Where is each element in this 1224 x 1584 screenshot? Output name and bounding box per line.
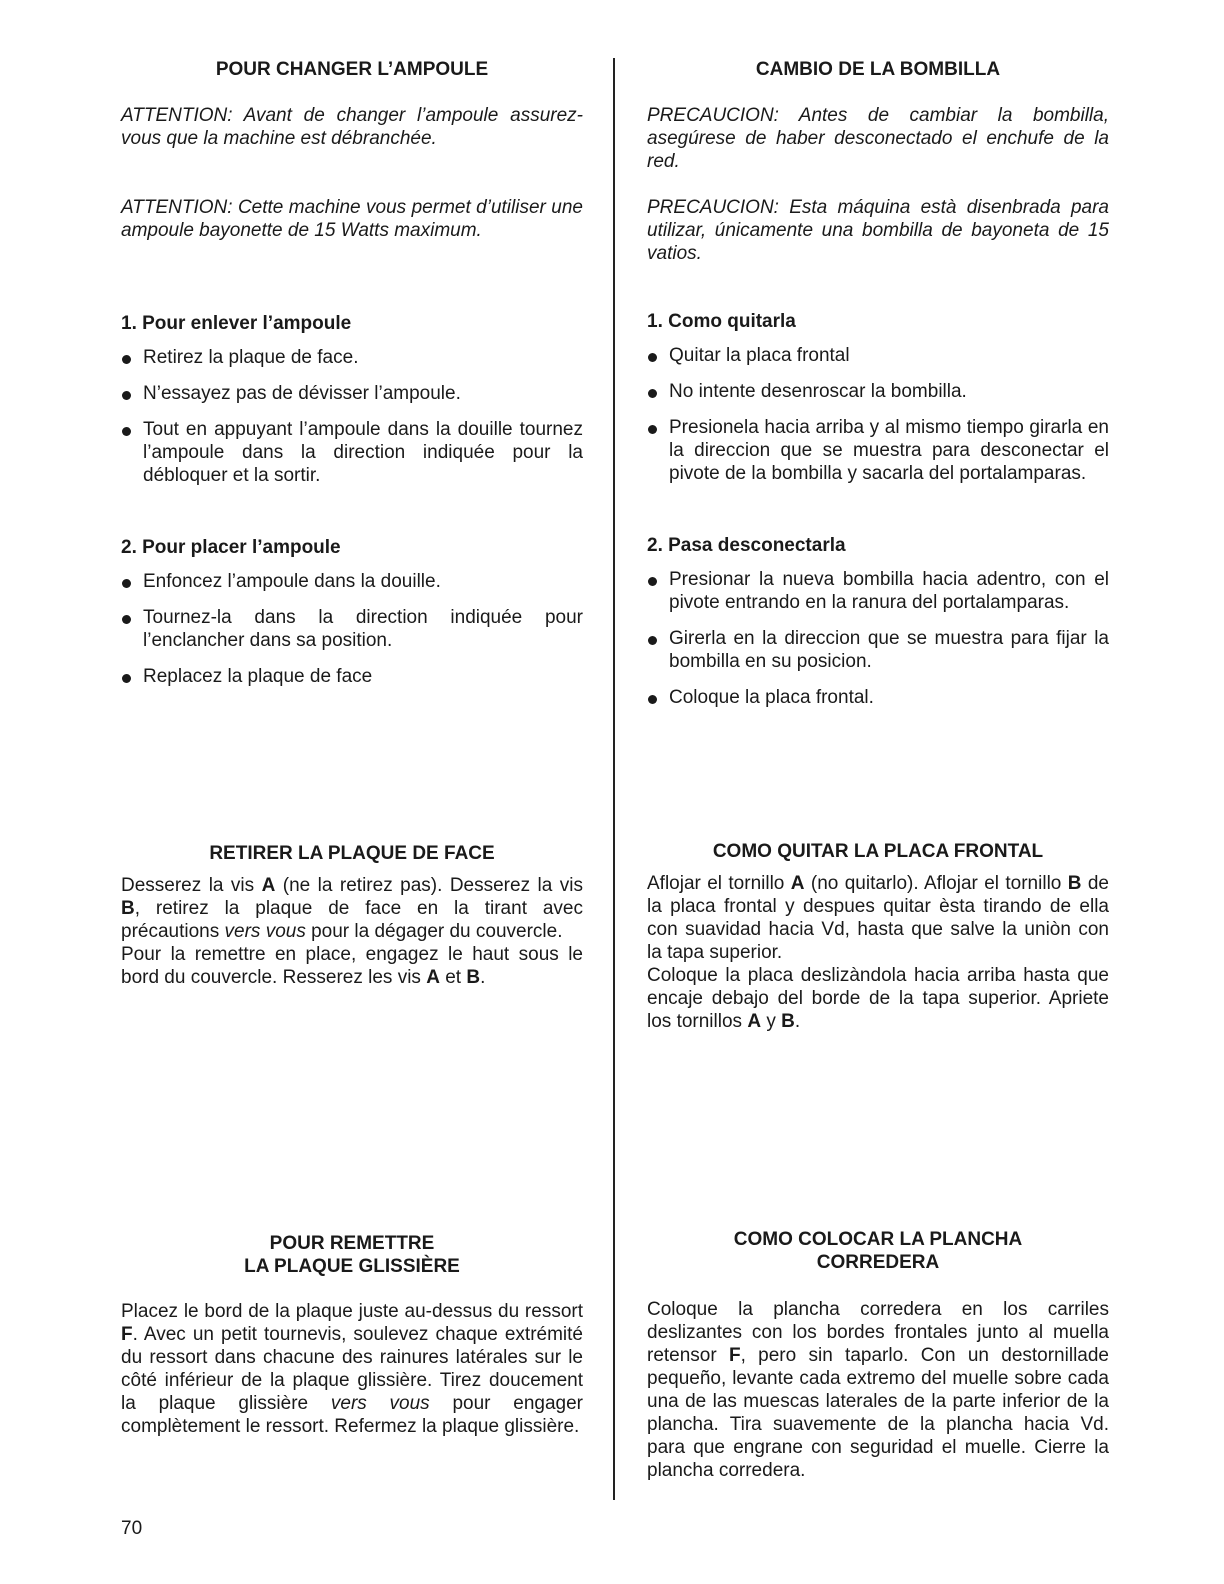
bullet-icon: [122, 427, 131, 436]
list-item: Quitar la placa frontal: [647, 344, 1109, 367]
list-item: Tout en appuyant l’ampoule dans la douille tournez l’ampoule dans la direction indiquée pour la débloquer et la sortir.: [121, 418, 583, 487]
es-slideplate-title: COMO COLOCAR LA PLANCHA CORREDERA: [733, 1229, 1023, 1273]
bullet-icon: [122, 579, 131, 588]
list-item: N’essayez pas de dévisser l’ampoule.: [121, 382, 583, 405]
es-precaucion-2: PRECAUCION: Esta máquina està disenbrada para utilizar, únicamente una bombilla de bayoneta de 15 vatios.: [647, 197, 1109, 264]
list-item: Coloque la placa frontal.: [647, 686, 1109, 709]
fr-remove-heading: 1. Pour enlever l’ampoule: [121, 313, 352, 334]
fr-slideplate-text: Placez le bord de la plaque juste au-dessus du ressort F. Avec un petit tournevis, soulevez chaque extrémité du ressort dans chacune des rainures latérales sur le côté inférieur de la plaque glissière. Tirez doucement la plaque glissière vers vous pour engager complètement le ressort. Refermez la plaque glissière.: [121, 1301, 583, 1437]
bullet-icon: [648, 636, 657, 645]
bullet-icon: [648, 389, 657, 398]
spanish-column: [647, 0, 1109, 1584]
column-divider: [613, 58, 615, 1500]
list-item: Replacez la plaque de face: [121, 665, 583, 688]
es-precaucion-1: PRECAUCION: Antes de cambiar la bombilla, asegúrese de haber desconectado el enchufe de la red.: [647, 105, 1109, 172]
es-faceplate-text: Aflojar el tornillo A (no quitarlo). Aflojar el tornillo B de la placa frontal y despues quitar èsta tirando de ella con suavidad hacia Vd, hasta que salve la uniòn con la tapa superior. Coloque la placa deslizàndola hacia arriba hasta que encaje debajo del borde de la tapa superior. Apriete los tornillos A y B.: [647, 873, 1110, 1032]
bullet-icon: [648, 577, 657, 586]
bullet-icon: [648, 353, 657, 362]
bullet-icon: [122, 355, 131, 364]
fr-place-heading: 2. Pour placer l’ampoule: [121, 537, 341, 558]
bullet-icon: [648, 695, 657, 704]
list-item: Girerla en la direccion que se muestra para fijar la bombilla en su posicion.: [647, 627, 1109, 673]
fr-attention-2: ATTENTION: Cette machine vous permet d’utiliser une ampoule bayonette de 15 Watts maximum.: [121, 197, 583, 241]
bullet-icon: [122, 674, 131, 683]
list-item: Presionar la nueva bombilla hacia adentro, con el pivote entrando en la ranura del portalamparas.: [647, 568, 1109, 614]
es-remove-steps: [647, 344, 1109, 498]
list-item: No intente desenroscar la bombilla.: [647, 380, 1109, 403]
es-place-heading: 2. Pasa desconectarla: [647, 535, 846, 556]
fr-slideplate-title: POUR REMETTRE LA PLAQUE GLISSIÈRE: [244, 1233, 460, 1277]
es-place-steps: [647, 568, 1109, 722]
bullet-icon: [648, 425, 657, 434]
page-number: 70: [121, 1518, 143, 1539]
fr-bulb-title: POUR CHANGER L’AMPOULE: [215, 59, 489, 80]
list-item: Enfoncez l’ampoule dans la douille.: [121, 570, 583, 593]
bullet-icon: [122, 391, 131, 400]
list-item: Presionela hacia arriba y al mismo tiempo girarla en la direccion que se muestra para desconectar el pivote de la bombilla y sacarla del portalamparas.: [647, 416, 1109, 485]
es-bulb-title: CAMBIO DE LA BOMBILLA: [755, 59, 1001, 80]
french-column: [121, 0, 583, 1584]
fr-place-steps: [121, 570, 583, 701]
bullet-icon: [122, 615, 131, 624]
list-item: Tournez-la dans la direction indiquée pour l’enclancher dans sa position.: [121, 606, 583, 652]
es-remove-heading: 1. Como quitarla: [647, 311, 796, 332]
fr-faceplate-title: RETIRER LA PLAQUE DE FACE: [209, 843, 495, 864]
es-faceplate-title: COMO QUITAR LA PLACA FRONTAL: [712, 841, 1044, 862]
list-item: Retirez la plaque de face.: [121, 346, 583, 369]
es-slideplate-text: Coloque la plancha corredera en los carriles deslizantes con los bordes frontales junto al muella retensor F, pero sin taparlo. Con un destornillade pequeño, levante cada extremo del muelle sobre cada una de las muescas laterales de la parte inferior de la plancha. Tira suavemente de la plancha hacia Vd. para que engrane con seguridad el muelle. Cierre la plancha corredera.: [647, 1299, 1109, 1481]
fr-faceplate-text: Desserez la vis A (ne la retirez pas). Desserez la vis B, retirez la plaque de face en la tirant avec précautions vers vous pour la dégager du couvercle. Pour la remettre en place, engagez le haut sous le bord du couvercle. Resserez les vis A et B.: [121, 875, 583, 988]
fr-attention-1: ATTENTION: Avant de changer l’ampoule assurez-vous que la machine est débranchée.: [121, 105, 583, 149]
fr-remove-steps: [121, 346, 583, 500]
